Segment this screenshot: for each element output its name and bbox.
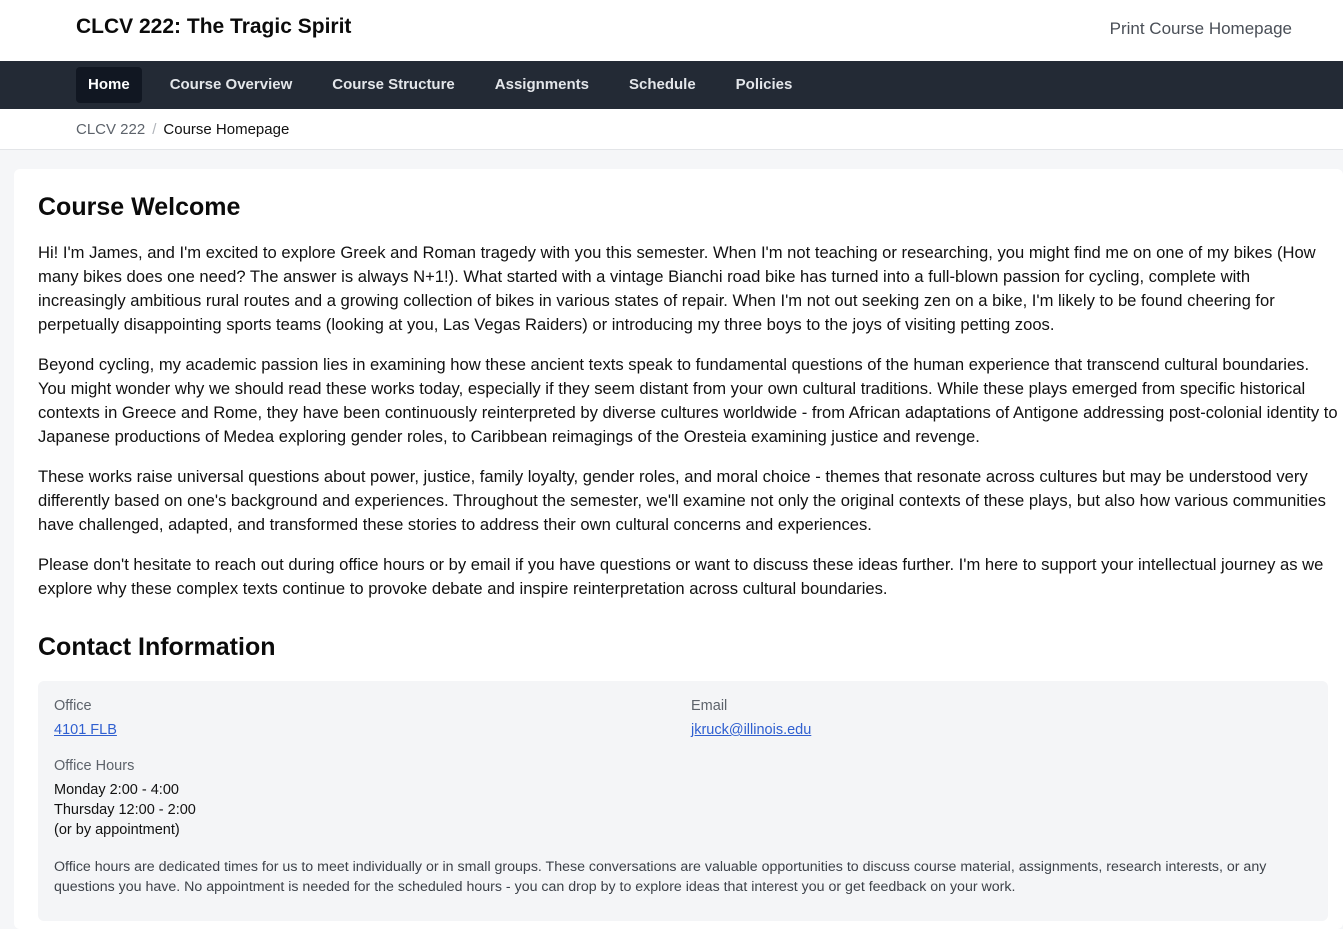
office-hours-appointment: (or by appointment): [54, 822, 180, 838]
nav-schedule[interactable]: Schedule: [628, 76, 696, 93]
email-link[interactable]: jkruck@illinois.edu: [691, 722, 812, 738]
office-location-link[interactable]: 4101 FLB: [54, 722, 117, 738]
office-hours-note: Office hours are dedicated times for us to meet individually or in small groups. These conversations are valuable opportunities to discuss course material, assignments, research interests, or any questions you have. No appointment is needed for the scheduled hours - you can drop by to explore ideas that interest you or get feedback on your work.: [54, 859, 1267, 895]
course-title: CLCV 222: The Tragic Spirit: [76, 15, 352, 38]
print-homepage-link[interactable]: Print Course Homepage: [1109, 19, 1292, 38]
contact-heading: Contact Information: [38, 633, 276, 661]
welcome-paragraph-4: Please don't hesitate to reach out during office hours or by email if you have questions or want to discuss these ideas further. I'm here to support your intellectual journey as we explore why these complex texts continue to provoke debate and inspire reinterpretation across cultural boundaries.: [38, 555, 1324, 598]
breadcrumb-separator: /: [152, 121, 157, 138]
nav-course-overview[interactable]: Course Overview: [169, 76, 293, 93]
office-label: Office: [54, 698, 92, 714]
content-card: [14, 169, 1343, 929]
welcome-paragraph-1: Hi! I'm James, and I'm excited to explore Greek and Roman tragedy with you this semester. When I'm not teaching or researching, you might find me on one of my bikes (How many bikes does one need? The answer is always N+1!). What started with a vintage Bianchi road bike has turned into a full-blown passion for cycling, complete with increasingly ambitious rural routes and a growing collection of bikes in various states of repair. When I'm not out seeking zen on a bike, I'm likely to be found cheering for perpetually disappointing sports teams (looking at you, Las Vegas Raiders) or introducing my three boys to the joys of visiting petting zoos.: [38, 243, 1316, 334]
email-label: Email: [691, 698, 728, 714]
welcome-heading: Course Welcome: [38, 193, 241, 221]
contact-info-box: [38, 681, 1328, 921]
nav-course-structure[interactable]: Course Structure: [332, 76, 455, 93]
nav-assignments[interactable]: Assignments: [494, 76, 589, 93]
breadcrumb-bar: [0, 109, 1343, 150]
breadcrumb-current: Course Homepage: [163, 121, 290, 138]
nav-home[interactable]: Home: [76, 67, 142, 103]
office-hours-monday: Monday 2:00 - 4:00: [54, 782, 179, 798]
office-hours-thursday: Thursday 12:00 - 2:00: [54, 802, 196, 818]
welcome-paragraph-2: Beyond cycling, my academic passion lies in examining how these ancient texts speak to fundamental questions of the human experience that transcend cultural boundaries. You might wonder why we should read these works today, especially if they seem distant from your own cultural traditions. While these plays emerged from specific historical contexts in Greece and Rome, they have been continuously reinterpreted by diverse cultures worldwide - from African adaptations of Antigone addressing post-colonial identity to Japanese productions of Medea exploring gender roles, to Caribbean reimagings of the Oresteia examining justice and revenge.: [38, 355, 1338, 446]
office-hours-label: Office Hours: [54, 758, 135, 774]
nav-list: [76, 67, 820, 103]
main-nav: [0, 61, 1343, 109]
welcome-paragraph-3: These works raise universal questions about power, justice, family loyalty, gender roles, and moral choice - themes that resonate across cultures but may be understood very differently based on one's background and experiences. Throughout the semester, we'll examine not only the original contexts of these plays, but also how various communities have challenged, adapted, and transformed these stories to address their own cultural concerns and experiences.: [38, 467, 1326, 534]
breadcrumb: [76, 121, 289, 138]
nav-policies[interactable]: Policies: [735, 76, 793, 93]
top-header: [0, 0, 1343, 61]
breadcrumb-parent-link[interactable]: CLCV 222: [76, 121, 146, 138]
